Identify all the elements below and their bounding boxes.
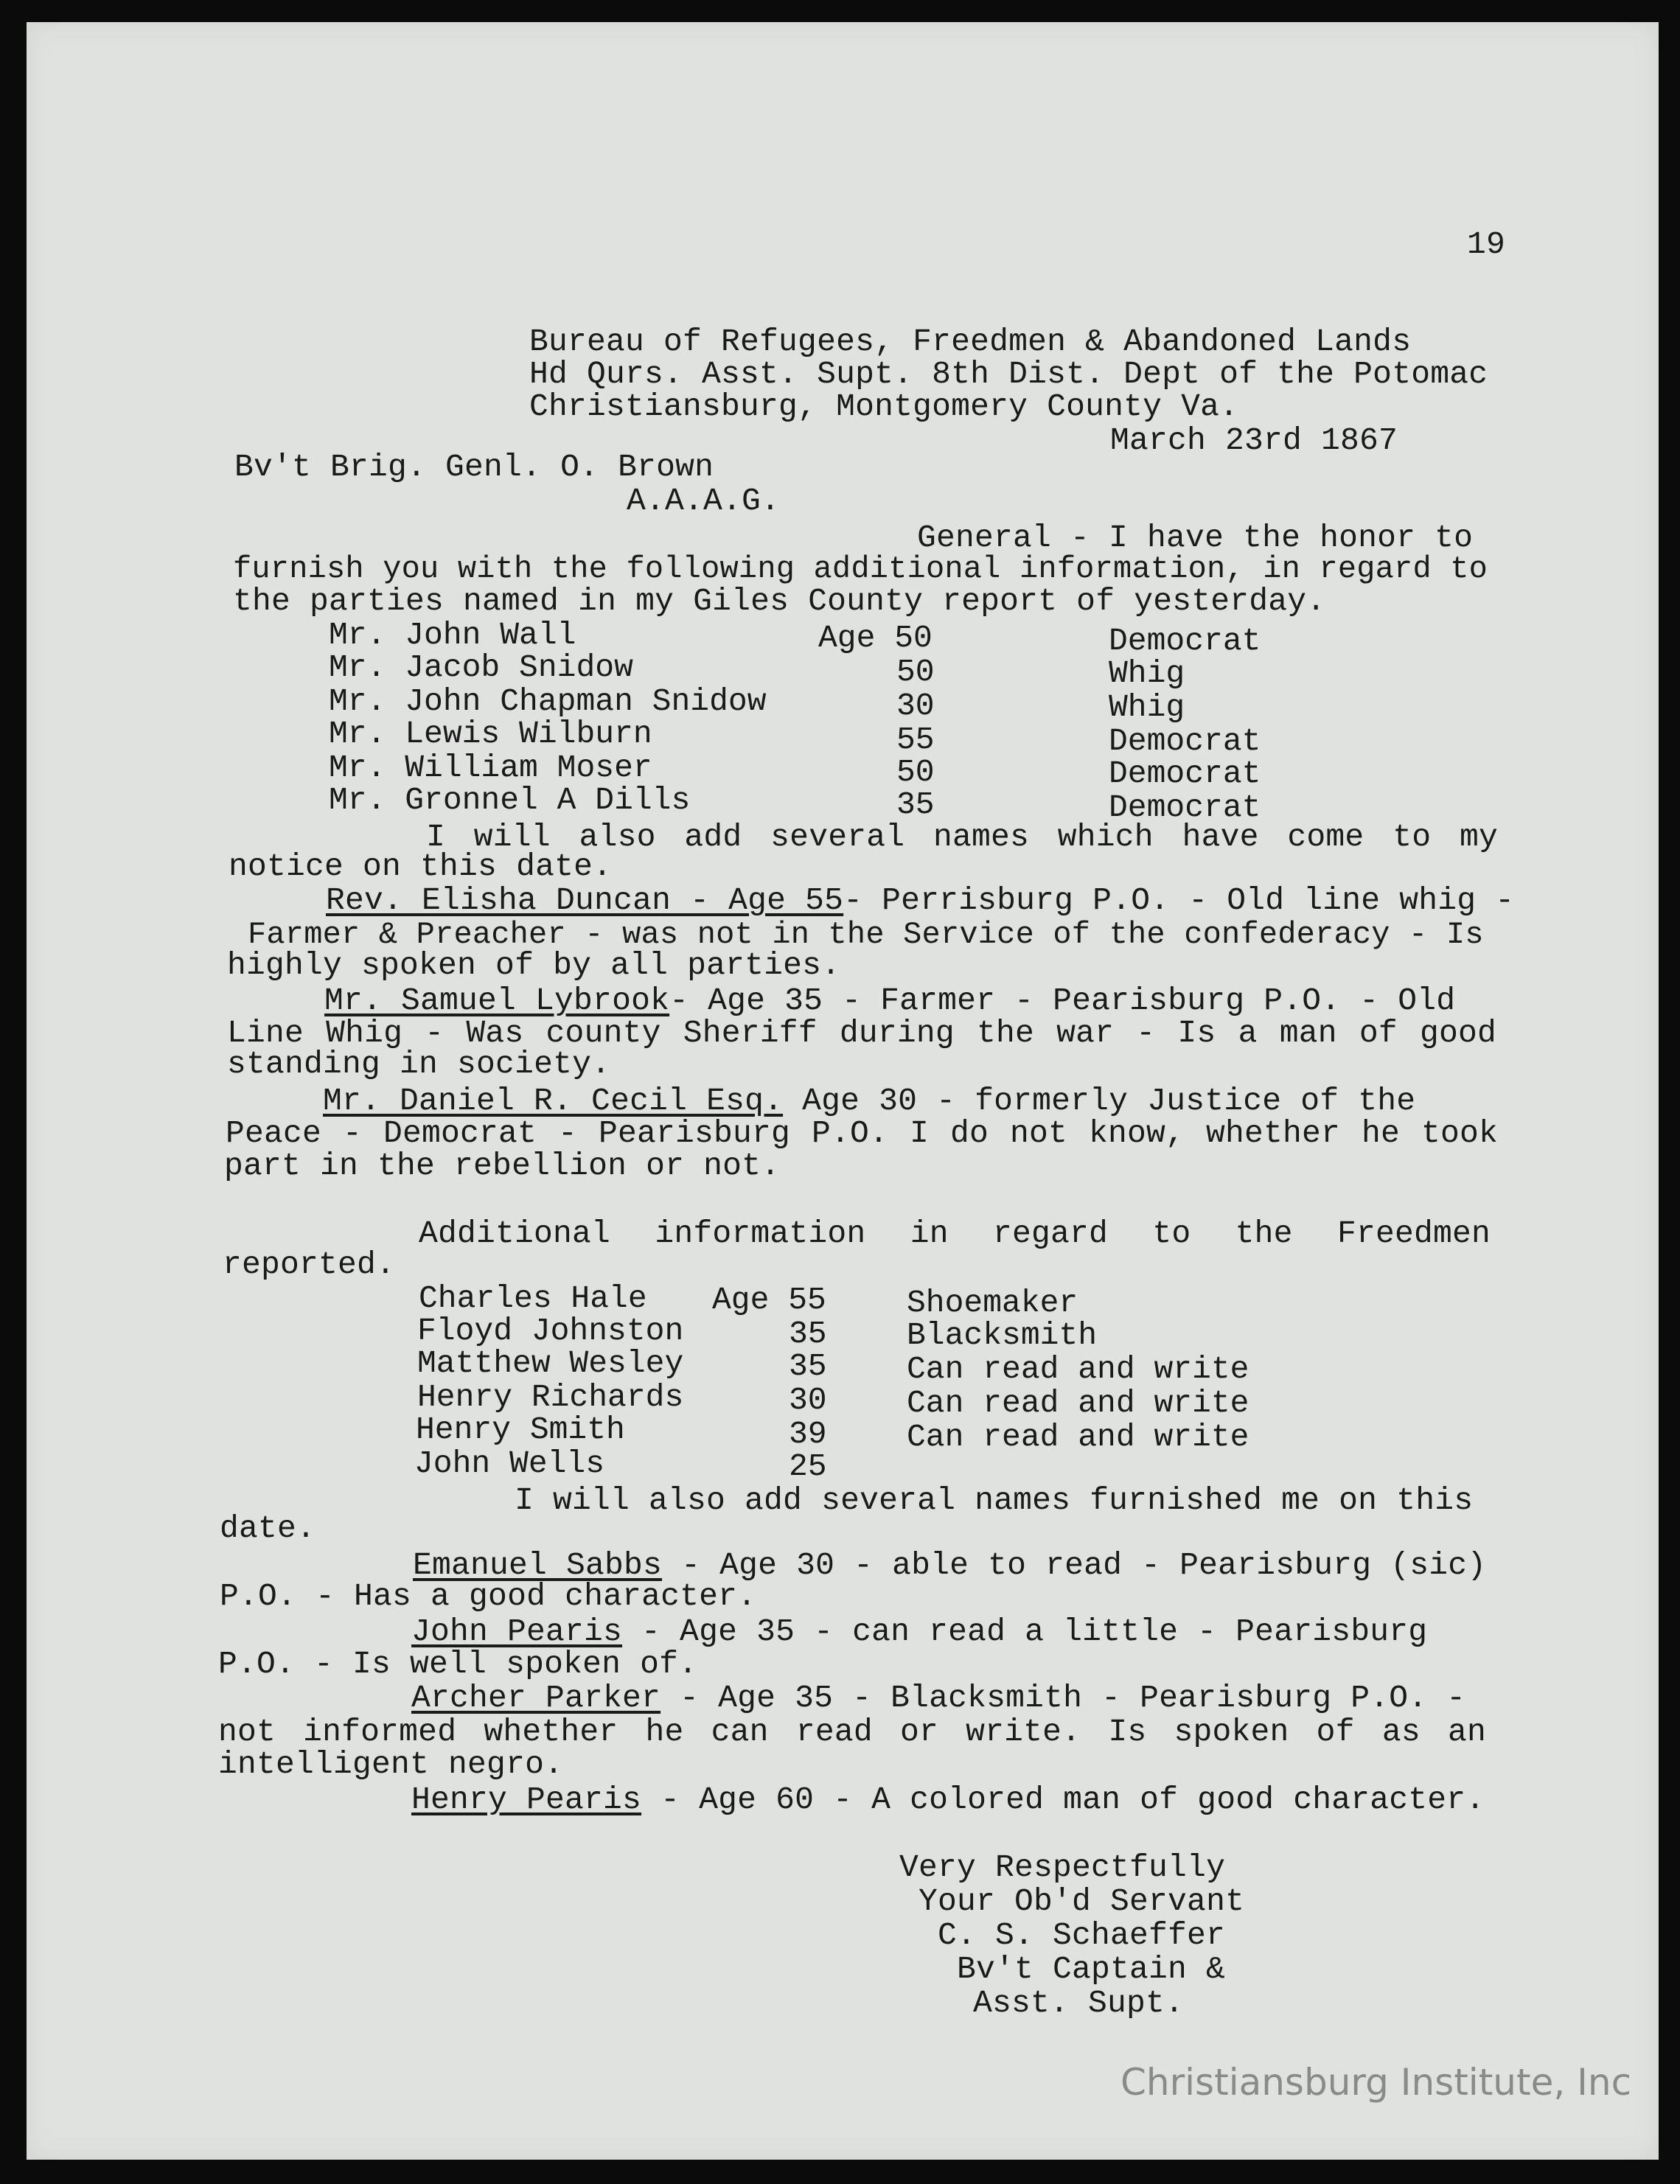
body-line: Additional information in regard to the Freedmen (419, 1215, 1491, 1252)
person-party: Democrat (1109, 789, 1261, 826)
signature-rank: Bv't Captain & (957, 1951, 1226, 1987)
body-line: date. (220, 1510, 316, 1546)
body-line: highly spoken of by all parties. (227, 947, 841, 983)
body-line: notice on this date. (229, 848, 613, 885)
letter-date: March 23rd 1867 (1110, 422, 1398, 458)
entry-name: Mr. Samuel Lybrook (324, 983, 670, 1019)
entry-parker (411, 1681, 1485, 1716)
person-name: Mr. William Moser (329, 750, 652, 786)
person-age: Age 50 (818, 620, 933, 656)
entry-name: Emanuel Sabbs (413, 1547, 663, 1583)
signature-name: C. S. Schaeffer (938, 1917, 1226, 1953)
freedman-name: Henry Richards (417, 1379, 684, 1415)
person-name: Mr. Lewis Wilburn (329, 716, 652, 752)
body-line: standing in society. (227, 1046, 611, 1082)
salutation-line: General - I have the honor to (917, 520, 1474, 556)
freedman-age: 39 (789, 1416, 827, 1452)
freedman-note: Can read and write (907, 1351, 1249, 1387)
body-line: reported. (223, 1246, 396, 1283)
entry-name: Henry Pearis (411, 1782, 642, 1818)
entry-lybrook (324, 983, 1496, 1019)
entry-text: - Age 35 - Farmer - Pearisburg P.O. - Old (669, 983, 1456, 1019)
freedman-note: Can read and write (907, 1385, 1249, 1421)
person-age: 55 (896, 722, 935, 758)
signature-title: Asst. Supt. (973, 1985, 1185, 2021)
person-party: Democrat (1109, 756, 1261, 792)
entry-text: - Age 60 - A colored man of good character. (641, 1782, 1485, 1818)
entry-john-pearis (411, 1614, 1485, 1650)
closing-line: Very Respectfully (899, 1849, 1226, 1885)
entry-text: Age 30 - formerly Justice of the (783, 1083, 1416, 1119)
freedman-name: John Wells (414, 1445, 605, 1482)
watermark-text: Christiansburg Institute, Inc (1120, 2061, 1632, 2104)
entry-name: Mr. Daniel R. Cecil Esq. (323, 1083, 784, 1119)
person-party: Whig (1109, 689, 1185, 725)
body-line: the parties named in my Giles County report of yesterday. (233, 583, 1326, 619)
body-line: I will also add several names furnished me on this (515, 1482, 1474, 1518)
page-number: 19 (1467, 226, 1506, 262)
person-party: Whig (1109, 655, 1185, 691)
person-age: 30 (896, 688, 935, 724)
entry-name: Archer Parker (411, 1680, 661, 1716)
closing-line: Your Ob'd Servant (919, 1883, 1245, 1919)
person-name: Mr. John Chapman Snidow (329, 683, 767, 719)
body-line: P.O. - Is well spoken of. (218, 1646, 698, 1682)
body-line: Line Whig - Was county Sheriff during the war - Is a man of good (227, 1015, 1496, 1051)
freedman-age: 25 (789, 1448, 827, 1485)
person-age: 35 (896, 786, 935, 823)
freedman-name: Matthew Wesley (417, 1345, 684, 1381)
person-party: Democrat (1109, 723, 1261, 759)
body-line: furnish you with the following additional information, in regard to (233, 551, 1488, 587)
freedman-age: 35 (789, 1316, 827, 1352)
body-line: I will also add several names which have come to my (426, 819, 1498, 855)
freedman-name: Henry Smith (416, 1412, 625, 1448)
letterhead-line: Christiansburg, Montgomery County Va. (529, 388, 1239, 425)
entry-duncan (326, 882, 1515, 918)
person-name: Mr. Gronnel A Dills (329, 782, 691, 818)
freedman-note: Shoemaker (907, 1285, 1078, 1321)
addressee-title: A.A.A.G. (627, 483, 781, 519)
body-line: Farmer & Preacher - was not in the Service of the confederacy - Is (248, 917, 1484, 952)
letterhead-line: Hd Qurs. Asst. Supt. 8th Dist. Dept of the Potomac (529, 356, 1488, 392)
body-line: intelligent negro. (218, 1746, 564, 1782)
body-line: P.O. - Has a good character. (220, 1578, 757, 1614)
person-age: 50 (896, 754, 935, 790)
entry-text: - Age 35 - can read a little - Pearisburg (622, 1613, 1428, 1650)
freedman-age: 30 (789, 1382, 827, 1418)
freedman-name: Floyd Johnston (417, 1313, 684, 1349)
entry-name: Rev. Elisha Duncan - Age 55 (326, 882, 844, 918)
person-name: Mr. Jacob Snidow (329, 649, 633, 685)
body-line: not informed whether he can read or write. Is spoken of as an (218, 1714, 1486, 1750)
person-name: Mr. John Wall (329, 617, 576, 653)
addressee-name: Bv't Brig. Genl. O. Brown (234, 449, 714, 485)
entry-text: - Age 30 - able to read - Pearisburg (sic) (662, 1547, 1487, 1583)
letterhead-line: Bureau of Refugees, Freedmen & Abandoned Lands (529, 324, 1412, 360)
entry-text: - Perrisburg P.O. - Old line whig - (843, 882, 1515, 918)
body-line: part in the rebellion or not. (224, 1148, 781, 1184)
freedman-note: Can read and write (907, 1419, 1249, 1455)
freedman-age: Age 55 (712, 1282, 826, 1318)
entry-cecil (323, 1084, 1498, 1119)
entry-text: - Age 35 - Blacksmith - Pearisburg P.O. - (661, 1680, 1466, 1716)
freedman-note: Blacksmith (907, 1317, 1098, 1353)
freedman-name: Charles Hale (419, 1280, 647, 1316)
person-age: 50 (896, 654, 935, 690)
freedman-age: 35 (789, 1348, 827, 1384)
body-line: Peace - Democrat - Pearisburg P.O. I do not know, whether he took (226, 1115, 1498, 1151)
entry-name: John Pearis (411, 1613, 623, 1650)
entry-henry-pearis (411, 1782, 1485, 1818)
person-party: Democrat (1109, 623, 1261, 659)
